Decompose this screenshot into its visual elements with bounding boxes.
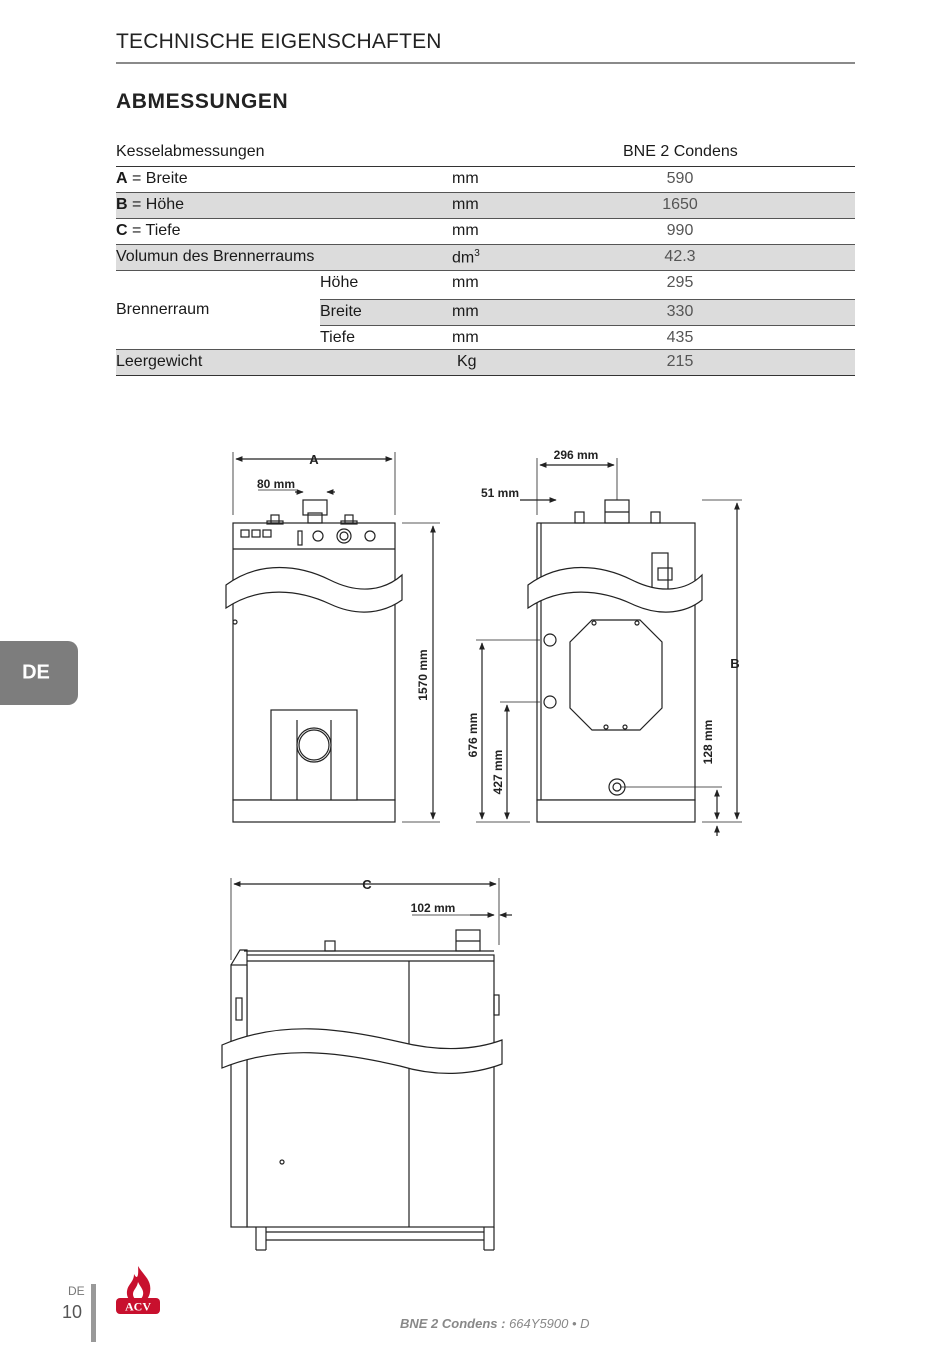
dim-label-height: 1570 mm (416, 649, 430, 701)
row-label: C = Tiefe (116, 222, 181, 239)
row-value: 215 (666, 353, 694, 370)
row-value: 435 (666, 329, 694, 346)
dim-label-a: A (309, 452, 319, 467)
row-label: Leergewicht (116, 353, 203, 370)
footer-document-ref: BNE 2 Condens : 664Y5900 • D (400, 1316, 590, 1331)
row-unit: Kg (457, 353, 477, 370)
depth-view-drawing (222, 878, 512, 1250)
dim-label-c: C (362, 877, 372, 892)
front-view-drawing (226, 452, 440, 822)
language-tab-label: DE (22, 661, 50, 684)
dim-label-flue-offset: 80 mm (256, 477, 296, 491)
dim-label-676: 676 mm (466, 712, 480, 758)
row-value: 590 (666, 170, 694, 187)
footer-bar (91, 1284, 96, 1342)
row-unit: mm (452, 196, 479, 213)
row-unit: $dm^3$ (452, 248, 480, 267)
page-header-title: TECHNISCHE EIGENSCHAFTEN (116, 30, 442, 53)
language-tab (0, 641, 78, 705)
row-label: A = Breite (116, 170, 188, 187)
side-view-drawing (476, 458, 742, 836)
dim-label-102: 102 mm (410, 901, 456, 915)
row-unit: mm (452, 170, 479, 187)
row-sub-label: Breite (320, 303, 362, 320)
row-label: Volumun des Brennerraums (116, 248, 315, 265)
brennerraum-label: Brennerraum (116, 301, 210, 318)
row-value: 330 (666, 303, 694, 320)
row-unit: mm (452, 222, 479, 239)
row-sub-label: Tiefe (320, 329, 355, 346)
row-value: 1650 (662, 196, 698, 213)
dim-label-top: 296 mm (553, 448, 599, 462)
row-label: B = Höhe (116, 196, 185, 213)
row-unit: mm (452, 274, 479, 291)
footer-language: DE (68, 1284, 85, 1298)
dim-label-offset: 51 mm (480, 486, 520, 500)
dim-label-b: B (730, 656, 740, 671)
logo-text: ACV (125, 1299, 151, 1314)
section-title: ABMESSUNGEN (116, 90, 289, 113)
table-header-model: BNE 2 Condens (623, 143, 738, 160)
row-sub-label: Höhe (320, 274, 359, 291)
row-value: 990 (666, 222, 694, 239)
acv-logo (112, 1262, 164, 1320)
page-number: 10 (62, 1302, 83, 1322)
table-header-label: Kesselabmessungen (116, 143, 265, 160)
row-unit: mm (452, 329, 479, 346)
dim-label-427: 427 mm (491, 749, 505, 795)
row-value: 42.3 (664, 248, 696, 265)
row-unit: mm (452, 303, 479, 320)
dim-label-128: 128 mm (701, 719, 715, 765)
row-value: 295 (666, 274, 694, 291)
